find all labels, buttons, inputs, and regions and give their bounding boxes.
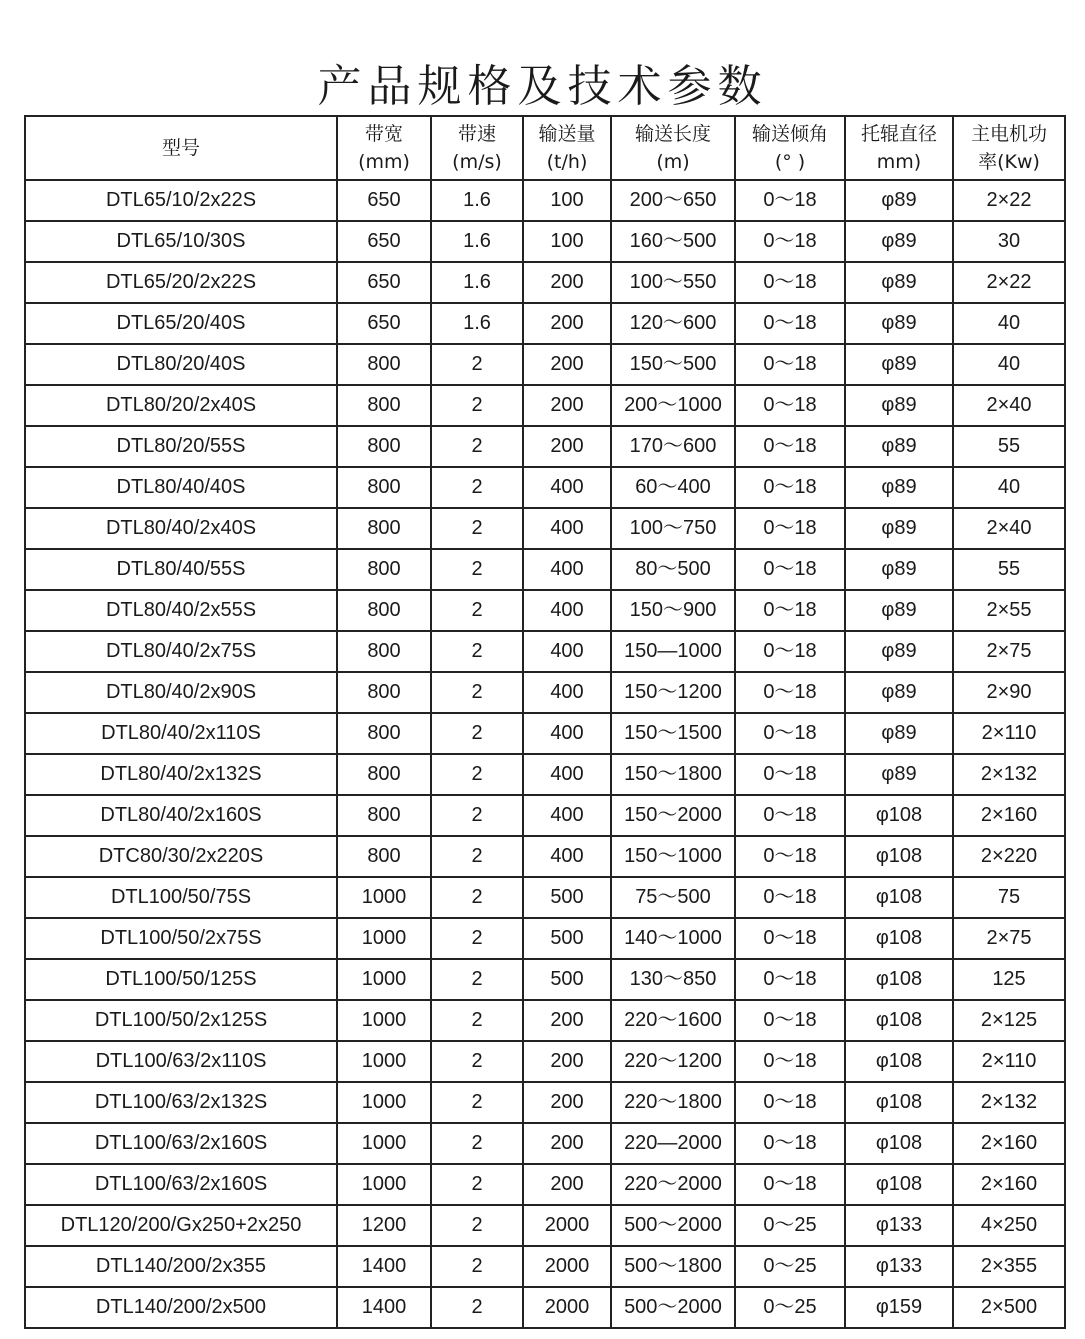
capacity-cell: 200 [523, 1123, 611, 1164]
belt-width-cell: 800 [337, 631, 431, 672]
motor-power-cell: 2×125 [953, 1000, 1065, 1041]
belt-width-cell: 1000 [337, 1164, 431, 1205]
motor-power-cell: 55 [953, 426, 1065, 467]
capacity-cell: 200 [523, 385, 611, 426]
angle-cell: 0～18 [735, 1123, 845, 1164]
model-cell: DTL80/40/2x40S [25, 508, 337, 549]
roller-diameter-cell: φ89 [845, 549, 953, 590]
capacity-cell: 2000 [523, 1246, 611, 1287]
angle-cell: 0～18 [735, 1000, 845, 1041]
model-cell: DTL80/40/2x55S [25, 590, 337, 631]
capacity-cell: 400 [523, 467, 611, 508]
belt-speed-cell: 2 [431, 1123, 523, 1164]
belt-width-cell: 1000 [337, 1000, 431, 1041]
length-cell: 60～400 [611, 467, 735, 508]
table-row [25, 1000, 1065, 1041]
belt-speed-cell: 2 [431, 508, 523, 549]
capacity-cell: 500 [523, 877, 611, 918]
angle-cell: 0～18 [735, 467, 845, 508]
belt-width-cell: 1400 [337, 1246, 431, 1287]
length-cell: 220～1200 [611, 1041, 735, 1082]
motor-power-cell: 2×55 [953, 590, 1065, 631]
motor-power-cell: 2×160 [953, 1164, 1065, 1205]
header-cell: 输送量 (t/h) [523, 116, 611, 180]
belt-speed-cell: 2 [431, 344, 523, 385]
table-row [25, 877, 1065, 918]
model-cell: DTL100/63/2x160S [25, 1164, 337, 1205]
model-cell: DTL65/10/2x22S [25, 180, 337, 221]
table-row [25, 549, 1065, 590]
roller-diameter-cell: φ108 [845, 1041, 953, 1082]
model-cell: DTL140/200/2x500 [25, 1287, 337, 1328]
table-row [25, 385, 1065, 426]
capacity-cell: 200 [523, 303, 611, 344]
capacity-cell: 400 [523, 836, 611, 877]
capacity-cell: 500 [523, 959, 611, 1000]
capacity-cell: 200 [523, 1000, 611, 1041]
capacity-cell: 2000 [523, 1287, 611, 1328]
model-cell: DTL65/20/40S [25, 303, 337, 344]
belt-speed-cell: 2 [431, 426, 523, 467]
roller-diameter-cell: φ108 [845, 959, 953, 1000]
table-row [25, 1287, 1065, 1328]
table-row [25, 754, 1065, 795]
capacity-cell: 400 [523, 590, 611, 631]
length-cell: 150—1000 [611, 631, 735, 672]
table-row [25, 1082, 1065, 1123]
model-cell: DTC80/30/2x220S [25, 836, 337, 877]
angle-cell: 0～18 [735, 1041, 845, 1082]
belt-width-cell: 1000 [337, 1123, 431, 1164]
table-row [25, 795, 1065, 836]
length-cell: 200～650 [611, 180, 735, 221]
belt-width-cell: 800 [337, 508, 431, 549]
capacity-cell: 200 [523, 426, 611, 467]
table-row [25, 1123, 1065, 1164]
length-cell: 120～600 [611, 303, 735, 344]
motor-power-cell: 4×250 [953, 1205, 1065, 1246]
belt-speed-cell: 1.6 [431, 180, 523, 221]
angle-cell: 0～25 [735, 1205, 845, 1246]
table-row [25, 631, 1065, 672]
belt-speed-cell: 1.6 [431, 221, 523, 262]
roller-diameter-cell: φ89 [845, 180, 953, 221]
header-cell: 带速 (m/s) [431, 116, 523, 180]
table-row [25, 467, 1065, 508]
belt-width-cell: 1000 [337, 1041, 431, 1082]
capacity-cell: 400 [523, 508, 611, 549]
length-cell: 150～500 [611, 344, 735, 385]
motor-power-cell: 125 [953, 959, 1065, 1000]
table-row [25, 426, 1065, 467]
angle-cell: 0～18 [735, 549, 845, 590]
roller-diameter-cell: φ89 [845, 344, 953, 385]
belt-speed-cell: 2 [431, 672, 523, 713]
length-cell: 220～2000 [611, 1164, 735, 1205]
roller-diameter-cell: φ108 [845, 918, 953, 959]
angle-cell: 0～18 [735, 344, 845, 385]
motor-power-cell: 2×40 [953, 508, 1065, 549]
header-cell: 输送倾角 (° ) [735, 116, 845, 180]
belt-speed-cell: 2 [431, 1000, 523, 1041]
motor-power-cell: 2×110 [953, 713, 1065, 754]
belt-width-cell: 1000 [337, 959, 431, 1000]
model-cell: DTL100/50/75S [25, 877, 337, 918]
table-row [25, 1164, 1065, 1205]
model-cell: DTL100/63/2x132S [25, 1082, 337, 1123]
capacity-cell: 400 [523, 754, 611, 795]
length-cell: 100～750 [611, 508, 735, 549]
capacity-cell: 400 [523, 713, 611, 754]
belt-speed-cell: 2 [431, 877, 523, 918]
header-cell: 型号 [25, 116, 337, 180]
length-cell: 150～1000 [611, 836, 735, 877]
belt-width-cell: 800 [337, 795, 431, 836]
model-cell: DTL80/40/2x132S [25, 754, 337, 795]
belt-speed-cell: 2 [431, 795, 523, 836]
belt-speed-cell: 1.6 [431, 303, 523, 344]
capacity-cell: 200 [523, 344, 611, 385]
length-cell: 150～900 [611, 590, 735, 631]
belt-speed-cell: 2 [431, 1205, 523, 1246]
table-row [25, 918, 1065, 959]
length-cell: 170～600 [611, 426, 735, 467]
belt-width-cell: 800 [337, 672, 431, 713]
capacity-cell: 200 [523, 1164, 611, 1205]
table-body [25, 180, 1065, 1328]
belt-speed-cell: 2 [431, 1164, 523, 1205]
belt-width-cell: 1400 [337, 1287, 431, 1328]
table-row [25, 590, 1065, 631]
roller-diameter-cell: φ89 [845, 508, 953, 549]
motor-power-cell: 75 [953, 877, 1065, 918]
capacity-cell: 2000 [523, 1205, 611, 1246]
model-cell: DTL80/20/40S [25, 344, 337, 385]
belt-speed-cell: 2 [431, 959, 523, 1000]
model-cell: DTL100/50/2x75S [25, 918, 337, 959]
model-cell: DTL140/200/2x355 [25, 1246, 337, 1287]
motor-power-cell: 2×22 [953, 180, 1065, 221]
capacity-cell: 100 [523, 180, 611, 221]
capacity-cell: 500 [523, 918, 611, 959]
motor-power-cell: 2×220 [953, 836, 1065, 877]
capacity-cell: 400 [523, 631, 611, 672]
belt-width-cell: 1200 [337, 1205, 431, 1246]
motor-power-cell: 2×110 [953, 1041, 1065, 1082]
roller-diameter-cell: φ89 [845, 713, 953, 754]
belt-width-cell: 800 [337, 385, 431, 426]
motor-power-cell: 2×22 [953, 262, 1065, 303]
roller-diameter-cell: φ108 [845, 1082, 953, 1123]
length-cell: 130～850 [611, 959, 735, 1000]
roller-diameter-cell: φ159 [845, 1287, 953, 1328]
motor-power-cell: 2×500 [953, 1287, 1065, 1328]
length-cell: 150～1800 [611, 754, 735, 795]
roller-diameter-cell: φ108 [845, 836, 953, 877]
model-cell: DTL80/20/2x40S [25, 385, 337, 426]
belt-width-cell: 800 [337, 467, 431, 508]
length-cell: 500～2000 [611, 1205, 735, 1246]
length-cell: 75～500 [611, 877, 735, 918]
belt-width-cell: 800 [337, 590, 431, 631]
belt-width-cell: 800 [337, 754, 431, 795]
angle-cell: 0～18 [735, 631, 845, 672]
belt-width-cell: 800 [337, 836, 431, 877]
motor-power-cell: 2×160 [953, 1123, 1065, 1164]
belt-width-cell: 650 [337, 180, 431, 221]
motor-power-cell: 2×40 [953, 385, 1065, 426]
belt-width-cell: 1000 [337, 877, 431, 918]
model-cell: DTL100/63/2x110S [25, 1041, 337, 1082]
table-row [25, 262, 1065, 303]
roller-diameter-cell: φ89 [845, 221, 953, 262]
belt-speed-cell: 2 [431, 1287, 523, 1328]
angle-cell: 0～25 [735, 1287, 845, 1328]
spec-table [24, 115, 1066, 1329]
angle-cell: 0～18 [735, 221, 845, 262]
table-row [25, 1205, 1065, 1246]
belt-speed-cell: 2 [431, 1041, 523, 1082]
belt-width-cell: 800 [337, 713, 431, 754]
header-cell: 主电机功 率(Kw) [953, 116, 1065, 180]
length-cell: 200～1000 [611, 385, 735, 426]
belt-speed-cell: 2 [431, 590, 523, 631]
length-cell: 150～2000 [611, 795, 735, 836]
table-row [25, 672, 1065, 713]
angle-cell: 0～18 [735, 590, 845, 631]
table-row [25, 221, 1065, 262]
header-cell: 输送长度 (m) [611, 116, 735, 180]
model-cell: DTL80/40/2x90S [25, 672, 337, 713]
belt-width-cell: 800 [337, 426, 431, 467]
belt-width-cell: 1000 [337, 918, 431, 959]
belt-width-cell: 800 [337, 344, 431, 385]
angle-cell: 0～18 [735, 180, 845, 221]
belt-width-cell: 800 [337, 549, 431, 590]
length-cell: 500～2000 [611, 1287, 735, 1328]
motor-power-cell: 2×132 [953, 754, 1065, 795]
roller-diameter-cell: φ89 [845, 426, 953, 467]
angle-cell: 0～18 [735, 877, 845, 918]
page-title: 产品规格及技术参数 [317, 61, 768, 113]
table-row [25, 836, 1065, 877]
angle-cell: 0～18 [735, 795, 845, 836]
model-cell: DTL65/20/2x22S [25, 262, 337, 303]
capacity-cell: 200 [523, 262, 611, 303]
angle-cell: 0～18 [735, 303, 845, 344]
length-cell: 140～1000 [611, 918, 735, 959]
roller-diameter-cell: φ108 [845, 877, 953, 918]
motor-power-cell: 2×160 [953, 795, 1065, 836]
roller-diameter-cell: φ89 [845, 672, 953, 713]
header-cell: 带宽 (mm) [337, 116, 431, 180]
model-cell: DTL80/20/55S [25, 426, 337, 467]
table-row [25, 713, 1065, 754]
length-cell: 160～500 [611, 221, 735, 262]
table-row [25, 959, 1065, 1000]
capacity-cell: 400 [523, 672, 611, 713]
roller-diameter-cell: φ108 [845, 1000, 953, 1041]
model-cell: DTL80/40/2x75S [25, 631, 337, 672]
capacity-cell: 400 [523, 795, 611, 836]
motor-power-cell: 40 [953, 303, 1065, 344]
table-row [25, 1246, 1065, 1287]
motor-power-cell: 2×90 [953, 672, 1065, 713]
length-cell: 100～550 [611, 262, 735, 303]
angle-cell: 0～18 [735, 754, 845, 795]
capacity-cell: 200 [523, 1041, 611, 1082]
capacity-cell: 100 [523, 221, 611, 262]
capacity-cell: 400 [523, 549, 611, 590]
belt-width-cell: 1000 [337, 1082, 431, 1123]
header-cell: 托辊直径 mm) [845, 116, 953, 180]
model-cell: DTL100/50/125S [25, 959, 337, 1000]
belt-speed-cell: 2 [431, 1082, 523, 1123]
model-cell: DTL65/10/30S [25, 221, 337, 262]
roller-diameter-cell: φ133 [845, 1205, 953, 1246]
length-cell: 220～1600 [611, 1000, 735, 1041]
capacity-cell: 200 [523, 1082, 611, 1123]
roller-diameter-cell: φ89 [845, 262, 953, 303]
table-row [25, 180, 1065, 221]
angle-cell: 0～18 [735, 713, 845, 754]
model-cell: DTL80/40/2x160S [25, 795, 337, 836]
angle-cell: 0～18 [735, 508, 845, 549]
belt-width-cell: 650 [337, 303, 431, 344]
belt-speed-cell: 2 [431, 467, 523, 508]
belt-speed-cell: 2 [431, 836, 523, 877]
belt-width-cell: 650 [337, 262, 431, 303]
model-cell: DTL80/40/40S [25, 467, 337, 508]
motor-power-cell: 55 [953, 549, 1065, 590]
belt-speed-cell: 2 [431, 1246, 523, 1287]
angle-cell: 0～18 [735, 672, 845, 713]
length-cell: 500～1800 [611, 1246, 735, 1287]
angle-cell: 0～18 [735, 385, 845, 426]
motor-power-cell: 2×75 [953, 918, 1065, 959]
belt-speed-cell: 2 [431, 754, 523, 795]
model-cell: DTL120/200/Gx250+2x250 [25, 1205, 337, 1246]
belt-speed-cell: 2 [431, 385, 523, 426]
angle-cell: 0～18 [735, 959, 845, 1000]
belt-speed-cell: 2 [431, 713, 523, 754]
roller-diameter-cell: φ108 [845, 1123, 953, 1164]
angle-cell: 0～25 [735, 1246, 845, 1287]
roller-diameter-cell: φ89 [845, 590, 953, 631]
model-cell: DTL100/50/2x125S [25, 1000, 337, 1041]
angle-cell: 0～18 [735, 918, 845, 959]
roller-diameter-cell: φ89 [845, 303, 953, 344]
roller-diameter-cell: φ108 [845, 1164, 953, 1205]
belt-width-cell: 650 [337, 221, 431, 262]
motor-power-cell: 2×355 [953, 1246, 1065, 1287]
length-cell: 150～1500 [611, 713, 735, 754]
table-row [25, 303, 1065, 344]
roller-diameter-cell: φ89 [845, 467, 953, 508]
roller-diameter-cell: φ108 [845, 795, 953, 836]
angle-cell: 0～18 [735, 1164, 845, 1205]
table-header-row [25, 116, 1065, 180]
table-row [25, 508, 1065, 549]
motor-power-cell: 30 [953, 221, 1065, 262]
motor-power-cell: 40 [953, 344, 1065, 385]
motor-power-cell: 2×132 [953, 1082, 1065, 1123]
belt-speed-cell: 2 [431, 631, 523, 672]
roller-diameter-cell: φ133 [845, 1246, 953, 1287]
angle-cell: 0～18 [735, 1082, 845, 1123]
belt-speed-cell: 1.6 [431, 262, 523, 303]
roller-diameter-cell: φ89 [845, 631, 953, 672]
length-cell: 80～500 [611, 549, 735, 590]
length-cell: 220～1800 [611, 1082, 735, 1123]
length-cell: 150～1200 [611, 672, 735, 713]
angle-cell: 0～18 [735, 836, 845, 877]
angle-cell: 0～18 [735, 262, 845, 303]
model-cell: DTL80/40/55S [25, 549, 337, 590]
motor-power-cell: 2×75 [953, 631, 1065, 672]
table-row [25, 1041, 1065, 1082]
model-cell: DTL100/63/2x160S [25, 1123, 337, 1164]
roller-diameter-cell: φ89 [845, 754, 953, 795]
roller-diameter-cell: φ89 [845, 385, 953, 426]
belt-speed-cell: 2 [431, 549, 523, 590]
table-row [25, 344, 1065, 385]
angle-cell: 0～18 [735, 426, 845, 467]
motor-power-cell: 40 [953, 467, 1065, 508]
length-cell: 220—2000 [611, 1123, 735, 1164]
model-cell: DTL80/40/2x110S [25, 713, 337, 754]
belt-speed-cell: 2 [431, 918, 523, 959]
